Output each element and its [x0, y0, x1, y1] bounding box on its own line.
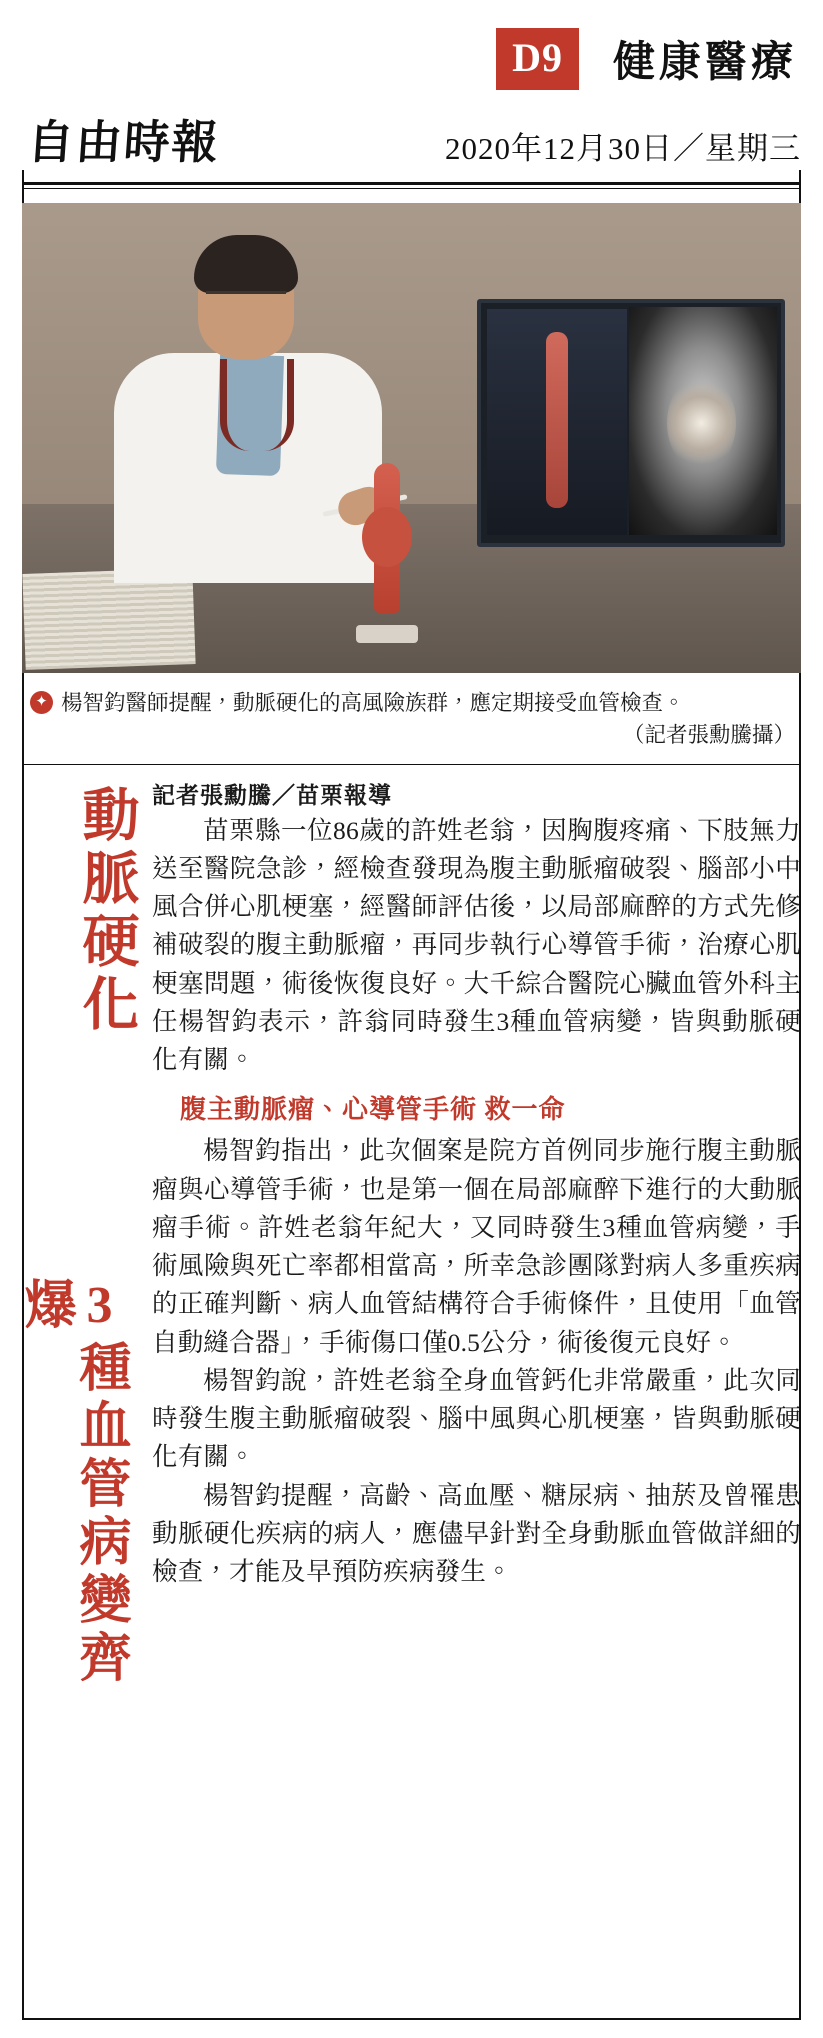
photo-caption-body: 楊智鈞醫師提醒，動脈硬化的高風險族群，應定期接受血管檢查。 — [61, 691, 685, 715]
photo-monitor — [477, 299, 785, 547]
paragraph-1: 苗栗縣一位86歲的許姓老翁，因胸腹疼痛、下肢無力送至醫院急診，經檢查發現為腹主動脈瘤破裂、腦部小中風合併心肌梗塞，經醫師評估後，以局部麻醉的方式先修補破裂的腹主動脈瘤，再同步執行心導管手術，治療心肌梗塞問題，術後恢復良好。大千綜合醫院心臟血管外科主任楊智鈞表示，許翁同時發生3種血管病變，皆與動脈硬化有關。 — [152, 815, 801, 1074]
star-bullet-icon: ✦ — [30, 691, 53, 714]
photo-aneurysm-bulge — [362, 507, 412, 567]
section-title: 健康醫療 — [612, 40, 797, 86]
paper-logo: 自由時報 — [25, 117, 222, 168]
paragraph-2: 楊智鈞指出，此次個案是院方首例同步施行腹主動脈瘤與心導管手術，也是第一個在局部麻醉下進行的大動脈瘤手術。許姓老翁年紀大，又同時發生3種血管病變，手術風險與死亡率都相當高，所幸急診團隊對病人多重疾病的正確判斷、病人血管結構符合手術條件，且使用「血管自動縫合器」，手術傷口僅0.5公分，術後復元良好。 — [152, 1136, 801, 1357]
masthead-divider-thin — [22, 188, 801, 189]
photo-caption — [22, 673, 801, 760]
page-footer-divider — [22, 2018, 801, 2020]
photo-monitor-3d-render — [487, 309, 627, 535]
photo-model-base — [356, 625, 418, 643]
vertical-headline — [16, 777, 140, 1707]
byline: 記者張勳騰／苗栗報導 — [152, 782, 392, 808]
article-text-column — [140, 777, 801, 1707]
article-photo — [22, 203, 801, 673]
page-number-badge: D9 — [496, 28, 579, 90]
paragraph-4: 楊智鈞提醒，高齡、高血壓、糖尿病、抽菸及曾罹患動脈硬化疾病的病人，應儘早針對全身動脈血管做詳細的檢查，才能及早預防疾病發生。 — [152, 1480, 801, 1586]
photo-caption-text — [61, 687, 795, 752]
masthead-divider-thick — [22, 182, 801, 185]
caption-divider — [22, 764, 801, 765]
article-body — [16, 777, 801, 1707]
issue-date: 2020年12月30日／星期三 — [445, 131, 801, 166]
paragraph-3: 楊智鈞說，許姓老翁全身血管鈣化非常嚴重，此次同時發生腹主動脈瘤破裂、腦中風與心肌梗塞，皆與動脈硬化有關。 — [152, 1365, 801, 1472]
photo-image — [22, 203, 801, 673]
masthead-second-row — [22, 102, 801, 180]
article-subhead: 腹主動脈瘤、心導管手術 救一命 — [180, 1095, 566, 1125]
masthead-top-row — [22, 0, 801, 96]
photo-aorta-model — [352, 463, 422, 633]
photo-monitor-ct-scan — [629, 307, 777, 535]
photo-papers — [22, 568, 195, 670]
photo-doctor-glasses — [206, 291, 286, 312]
photo-doctor-lanyard — [220, 359, 294, 451]
headline-main: 動脈硬化 — [74, 784, 137, 1037]
photo-caption-credit: （記者張勳騰攝） — [622, 723, 795, 748]
headline-sub: 3種血管病變齊爆 — [16, 1276, 128, 1688]
